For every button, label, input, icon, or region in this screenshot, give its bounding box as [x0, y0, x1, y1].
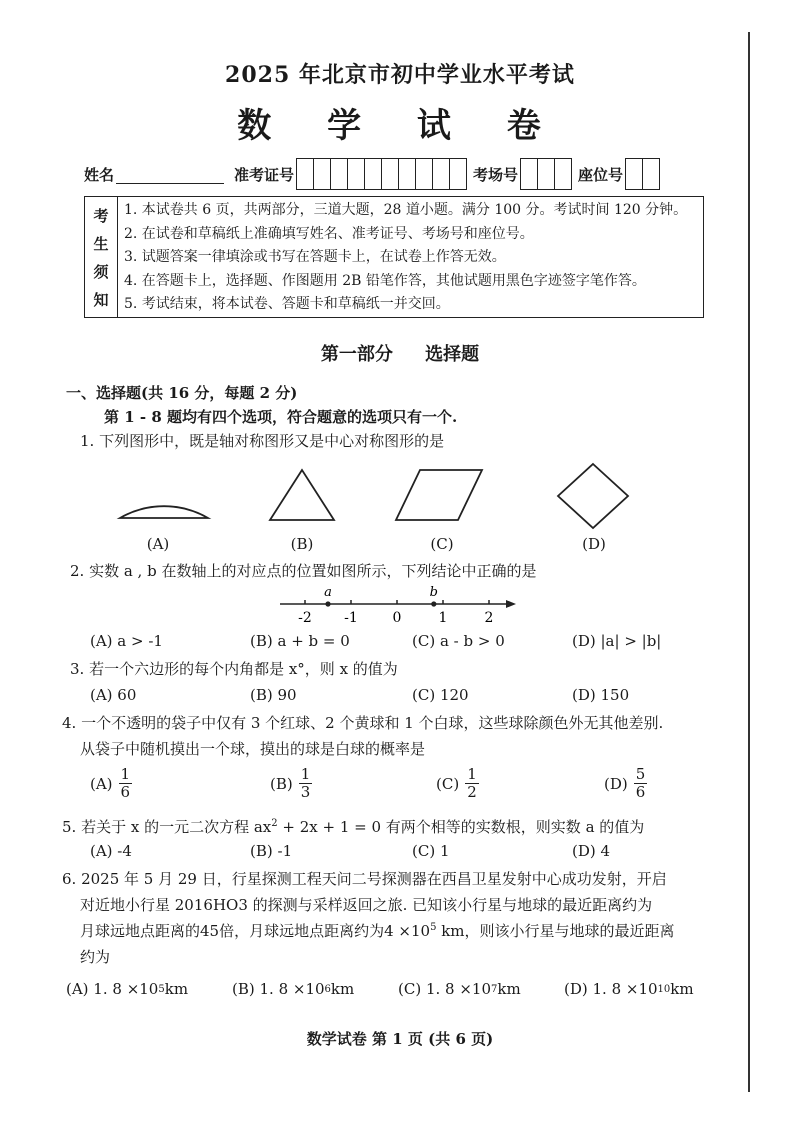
part1-title: 第一部分 选择题: [320, 344, 480, 365]
q2-option-a[interactable]: (A) a > -1: [90, 632, 163, 650]
notice-heading: 考 生 须 知: [85, 197, 118, 317]
q2-option-c[interactable]: (C) a - b > 0: [412, 632, 505, 650]
q1-label-d: (D): [582, 535, 606, 553]
q6-option-b[interactable]: (B) 1. 8 ×10 6 km: [232, 980, 355, 998]
q3-option-b[interactable]: (B) 90: [250, 686, 297, 704]
triangle-figure: [270, 470, 334, 520]
tick-label: -2: [298, 610, 312, 626]
q4-options: [90, 766, 647, 801]
q1-text: 1. 下列图形中，既是轴对称图形又是中心对称图形的是: [80, 432, 445, 450]
section-heading: 一、选择题(共 16 分，每题 2 分): [66, 384, 298, 402]
q6-text-line1: 6. 2025 年 5 月 29 日，行星探测工程天问二号探测器在西昌卫星发射中心成功发射，开启: [62, 870, 667, 888]
q5-option-c[interactable]: (C) 1: [412, 842, 450, 860]
notice-item: 4. 在答题卡上，选择题、作图题用 2B 铅笔作答，其他试题用黑色字迹签字笔作答。: [124, 272, 646, 289]
exam-title: 2025 年北京市初中学业水平考试: [225, 62, 575, 88]
q2-option-d[interactable]: (D) |a| > |b|: [572, 632, 662, 650]
ticket-label: 准考证号: [234, 165, 295, 184]
notice-item: 2. 在试卷和草稿纸上准确填写姓名、准考证号、考场号和座位号。: [124, 225, 534, 242]
q1-label-a: (A): [146, 535, 170, 553]
room-label: 考场号: [473, 165, 519, 184]
parallelogram-figure: [396, 470, 482, 520]
q5-text: 5. 若关于 x 的一元二次方程 $ax^2 + 2x + 1 = 0$ 有两个相等的实数根，则实数 a 的值为: [62, 818, 645, 836]
q6-text-line3: 月球远地点距离的45倍，月球远地点距离约为$4 \times 10^5$ km，则该小行星与地球的最近距离: [80, 922, 675, 940]
q5-option-d[interactable]: (D) 4: [572, 842, 611, 860]
tick-label: -1: [344, 610, 358, 626]
seat-label: 座位号: [578, 165, 624, 184]
subject-title: 数 学 试 卷: [237, 106, 563, 146]
q4-option-d[interactable]: (D) $\frac{5}{6}$: [604, 765, 646, 801]
q3-option-c[interactable]: (C) 120: [412, 686, 469, 704]
q2-options: [90, 632, 661, 650]
q3-option-d[interactable]: (D) 150: [572, 686, 630, 704]
number-line-arrow: [506, 600, 516, 608]
fraction: $\frac{1}{6}$: [120, 765, 131, 801]
q1-label-c: (C): [430, 535, 454, 553]
number-line: [270, 582, 520, 628]
tick-label: 0: [392, 610, 402, 626]
point-a: [325, 601, 330, 606]
q6-options: [66, 980, 694, 998]
q4-text-line1: 4. 一个不透明的袋子中仅有 3 个红球、2 个黄球和 1 个白球，这些球除颜色外无其他差别.: [62, 714, 664, 732]
tick-label: 1: [438, 610, 448, 626]
q4-text-line2: 从袋子中随机摸出一个球，摸出的球是白球的概率是: [80, 740, 426, 758]
page-footer: 数学试卷 第 1 页 (共 6 页): [306, 1030, 494, 1048]
q6-option-d[interactable]: (D) 1. 8 ×10 10 km: [564, 980, 694, 998]
notice-item: 5. 考试结束，将本试卷、答题卡和草稿纸一并交回。: [124, 296, 450, 312]
q5-option-b[interactable]: (B) -1: [250, 842, 293, 860]
q5-options: [90, 842, 610, 860]
semicircle-figure: [120, 506, 208, 518]
fraction: $\frac{1}{3}$: [300, 765, 311, 801]
q1-label-b: (B): [290, 535, 314, 553]
point-b: [431, 601, 436, 606]
tick-label: 2: [484, 610, 494, 626]
q3-option-a[interactable]: (A) 60: [90, 686, 137, 704]
q3-options: [90, 686, 629, 704]
point-label-a: a: [324, 585, 332, 600]
q2-text: 2. 实数 a , b 在数轴上的对应点的位置如图所示，下列结论中正确的是: [70, 562, 537, 580]
q6-text-line2: 对近地小行星 2016HO3 的探测与采样返回之旅. 已知该小行星与地球的最近距离约为: [80, 896, 653, 914]
point-label-b: b: [429, 585, 438, 600]
q4-option-c[interactable]: (C) $\frac{1}{2}$: [436, 765, 477, 801]
q4-option-b[interactable]: (B) $\frac{1}{3}$: [270, 765, 311, 801]
q6-text-line4: 约为: [80, 948, 111, 966]
q4-option-a[interactable]: (A) $\frac{1}{6}$: [90, 765, 131, 801]
q3-text: 3. 若一个六边形的每个内角都是 x°，则 x 的值为: [70, 660, 398, 678]
q5-option-a[interactable]: (A) -4: [90, 842, 132, 860]
section-instruction: 第 1 - 8 题均有四个选项，符合题意的选项只有一个.: [104, 408, 458, 426]
name-label: 姓名: [84, 165, 115, 184]
notice-item: 3. 试题答案一律填涂或书写在答题卡上，在试卷上作答无效。: [124, 249, 506, 265]
fraction: $\frac{5}{6}$: [635, 765, 646, 801]
rhombus-figure: [558, 464, 628, 528]
fraction: $\frac{1}{2}$: [467, 765, 477, 801]
q6-option-a[interactable]: (A) 1. 8 ×10 5 km: [66, 980, 189, 998]
notice-item: 1. 本试卷共 6 页，共两部分，三道大题，28 道小题。满分 100 分。考试时间 120 分钟。: [124, 202, 688, 218]
q6-option-c[interactable]: (C) 1. 8 ×10 7 km: [398, 980, 521, 998]
q1-figures: [0, 0, 800, 560]
q2-option-b[interactable]: (B) a + b = 0: [250, 632, 350, 650]
